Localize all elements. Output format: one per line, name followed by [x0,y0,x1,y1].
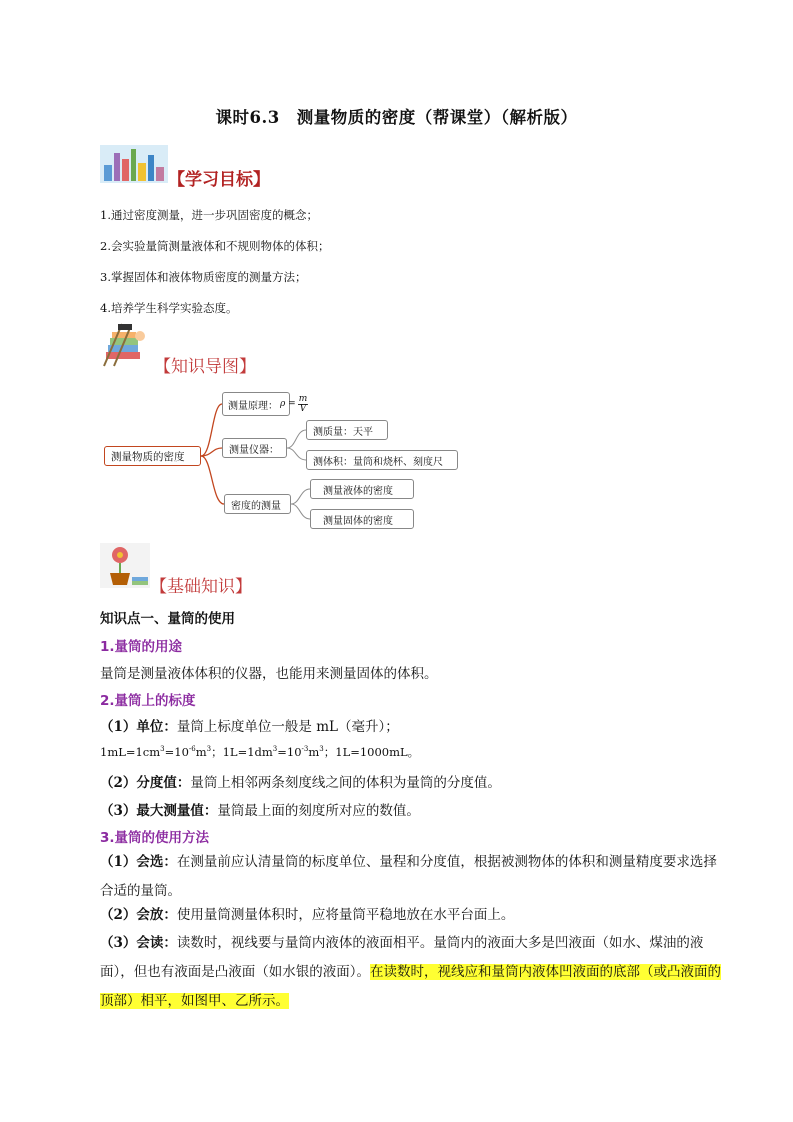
max-text: 量筒最上面的刻度所对应的数值。 [217,803,420,819]
map-root [104,446,201,466]
division-line [100,771,501,791]
division-text: 量筒上相邻两条刻度线之间的体积为量筒的分度值。 [190,775,501,791]
place-paragraph [100,901,726,930]
formula-numerator: m [298,393,308,404]
map-mass-label: 测质量：天平 [313,426,373,438]
map-instruments-label: 测量仪器： [229,444,279,456]
max-line [100,799,420,819]
conv-g: ；1L=1000mL。 [323,745,420,759]
knowledge-map-icon [100,322,150,368]
goals-heading: 【学习目标】 [168,170,270,190]
map-root-label: 测量物质的密度 [111,450,185,463]
goal-item-2: 2.会实验量筒测量液体和不规则物体的体积； [100,239,330,253]
conv-sup-3d: 3 [319,745,324,754]
basics-heading: 【基础知识】 [150,577,252,597]
goal-item-1: 1.通过密度测量，进一步巩固密度的概念； [100,208,318,222]
map-instruments [222,438,287,458]
map-density [224,494,291,514]
conv-sup-3c: 3 [272,745,278,754]
conv-sup-neg3: -3 [301,745,309,754]
goal-item-3: 3.掌握固体和液体物质密度的测量方法； [100,270,307,284]
choose-label: （1）会选： [100,854,177,870]
max-label: （3）最大测量值： [100,803,218,819]
map-volume-label: 测体积：量筒和烧杯、刻度尺 [313,456,443,468]
goal-item-4: 4.培养学生科学实验态度。 [100,301,238,315]
conv-f: m [308,745,320,759]
page-title: 课时6.3 测量物质的密度（帮课堂）（解析版） [215,108,578,127]
map-solid-label: 测量固体的密度 [323,515,393,527]
map-mass [306,420,388,440]
point1-heading: 知识点一、量筒的使用 [100,611,235,627]
conv-sup-3a: 3 [160,745,165,754]
unit-line [100,715,399,735]
conv-a: 1mL=1cm [100,745,161,759]
basics-icon [100,543,150,588]
place-text: 使用量筒测量体积时，应将量筒平稳地放在水平台面上。 [176,907,515,923]
formula-denominator: V [299,403,307,414]
map-liquid-label: 测量液体的密度 [323,485,393,497]
unit-text: 量筒上标度单位一般是 mL（毫升）； [176,719,399,735]
choose-paragraph [100,848,726,906]
sub1-heading: 1.量筒的用途 [100,639,183,655]
read-text: 读数时，视线要与量筒内液体的液面相平。量筒内的液面大多是凹液面（如水、煤油的液面），但也有液面是凸液面（如水银的液面）。 [100,935,704,980]
density-formula [280,395,308,414]
unit-label: （1）单位： [100,719,177,735]
conv-sup-3b: 3 [206,745,212,754]
read-highlight: 在读数时，视线应和量筒内液体凹液面的底部（或凸液面的顶部）相平，如图甲、乙所示。 [100,964,721,1009]
read-label: （3）会读： [100,935,177,951]
division-label: （2）分度值： [100,775,191,791]
map-principle-label: 测量原理： [228,400,278,412]
read-paragraph [100,929,726,1016]
conv-e: =10 [277,745,302,759]
goals-icon [100,145,168,183]
map-principle [222,392,308,416]
conv-c: m [195,745,207,759]
place-label: （2）会放： [100,907,177,923]
knowledge-map-heading: 【知识导图】 [154,357,256,377]
choose-text: 在测量前应认清量筒的标度单位、量程和分度值，根据被测物体的体积和测量精度要求选择合适的量筒。 [100,854,717,899]
conv-d: ；1L=1dm [211,745,273,759]
map-solid [310,509,414,529]
conv-sup-neg6: -6 [188,745,196,754]
map-density-label: 密度的测量 [231,500,281,512]
sub2-heading: 2.量筒上的标度 [100,693,196,709]
sub1-text: 量筒是测量液体体积的仪器，也能用来测量固体的体积。 [100,666,438,682]
formula-rho: ρ = [280,399,296,409]
map-volume [306,450,458,470]
conversion-line [100,744,419,760]
map-liquid [310,479,414,499]
sub3-heading: 3.量筒的使用方法 [100,830,210,846]
conv-b: =10 [164,745,189,759]
